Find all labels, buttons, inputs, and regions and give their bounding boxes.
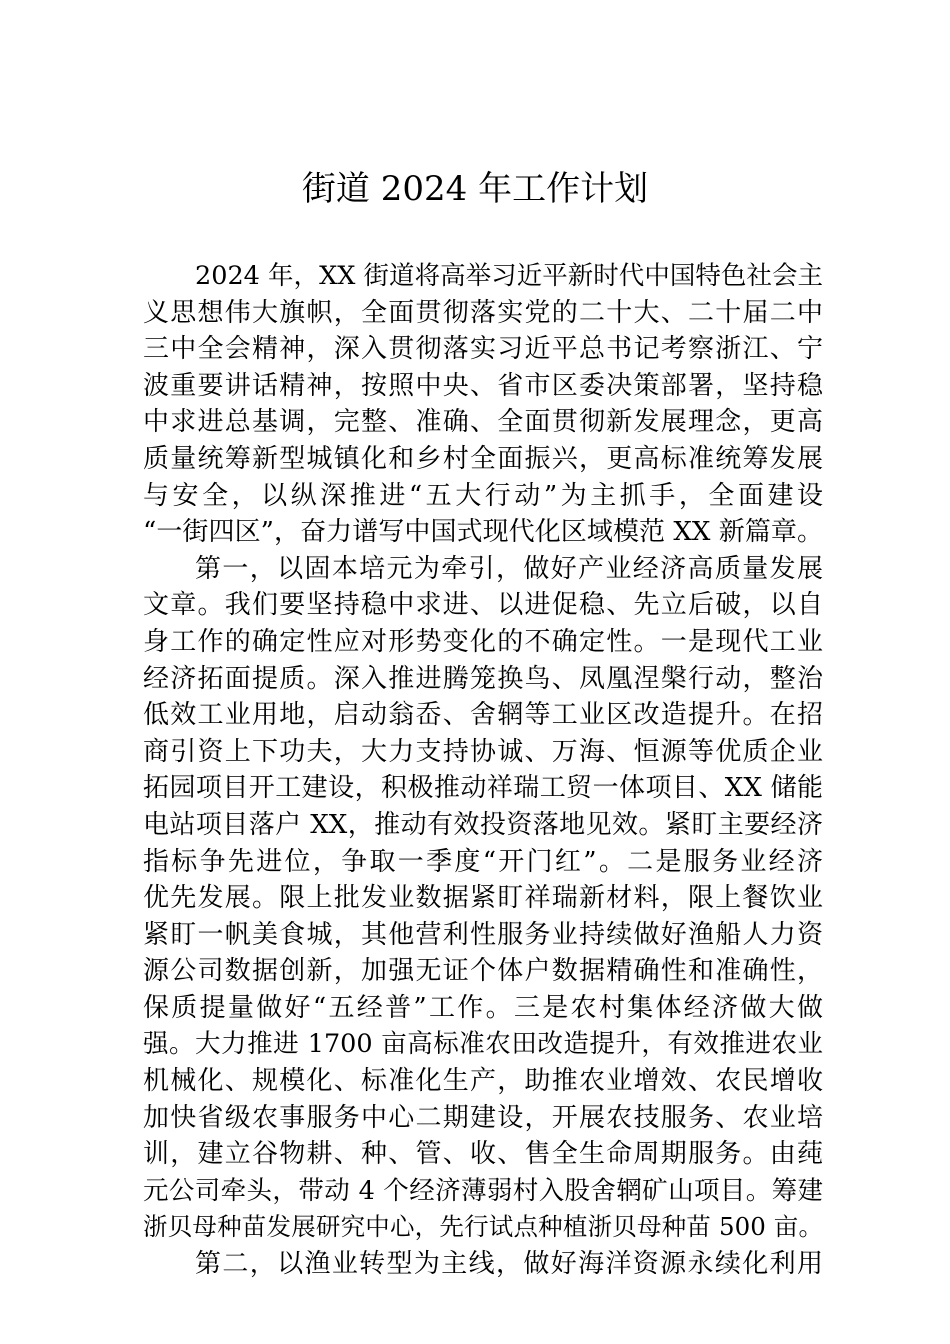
body-line: 电站项目落户 XX，推动有效投资落地见效。紧盯主要经济 xyxy=(143,809,823,840)
body-line: 元公司牵头，带动 4 个经济薄弱村入股舍辋矿山项目。筹建 xyxy=(143,1175,823,1206)
body-line: 商引资上下功夫，大力支持协诚、万海、恒源等优质企业 xyxy=(143,736,823,767)
body-line: 保质提量做好“五经普”工作。三是农村集体经济做大做 xyxy=(143,992,823,1023)
body-line: 身工作的确定性应对形势变化的不确定性。一是现代工业 xyxy=(143,626,823,657)
body-line: 训，建立谷物耕、种、管、收、售全生命周期服务。由莼 xyxy=(143,1139,823,1170)
body-line: 中求进总基调，完整、准确、全面贯彻新发展理念，更高 xyxy=(143,407,823,438)
body-line: 三中全会精神，深入贯彻落实习近平总书记考察浙江、宁 xyxy=(143,334,823,365)
body-line: 波重要讲话精神，按照中央、省市区委决策部署，坚持稳 xyxy=(143,370,823,401)
body-line: 强。大力推进 1700 亩高标准农田改造提升，有效推进农业 xyxy=(143,1029,823,1060)
body-line: 指标争先进位，争取一季度“开门红”。二是服务业经济 xyxy=(143,846,823,877)
body-line: 2024 年，XX 街道将高举习近平新时代中国特色社会主 xyxy=(195,261,823,291)
body-line: 文章。我们要坚持稳中求进、以进促稳、先立后破，以自 xyxy=(143,590,823,621)
body-line: 第二，以渔业转型为主线，做好海洋资源永续化利用 xyxy=(195,1249,823,1280)
body-line: 低效工业用地，启动翁岙、舍辋等工业区改造提升。在招 xyxy=(143,700,823,731)
document-body xyxy=(143,258,823,1283)
body-line: 浙贝母种苗发展研究中心，先行试点种植浙贝母种苗 500 亩。 xyxy=(143,1212,823,1242)
body-line: 源公司数据创新，加强无证个体户数据精确性和准确性， xyxy=(143,956,823,987)
body-line: “一街四区”，奋力谱写中国式现代化区域模范 XX 新篇章。 xyxy=(143,517,823,548)
body-line: 义思想伟大旗帜，全面贯彻落实党的二十大、二十届二中 xyxy=(143,297,823,328)
body-line: 经济拓面提质。深入推进腾笼换鸟、凤凰涅槃行动，整治 xyxy=(143,663,823,694)
body-line: 加快省级农事服务中心二期建设，开展农技服务、农业培 xyxy=(143,1102,823,1133)
body-line: 质量统筹新型城镇化和乡村全面振兴，更高标准统筹发展 xyxy=(143,443,823,474)
body-line: 与安全，以纵深推进“五大行动”为主抓手，全面建设 xyxy=(143,480,823,511)
body-line: 机械化、规模化、标准化生产，助推农业增效、农民增收 xyxy=(143,1066,823,1097)
document-title: 街道 2024 年工作计划 xyxy=(301,169,649,209)
body-line: 第一，以固本培元为牵引，做好产业经济高质量发展 xyxy=(195,553,823,584)
body-line: 优先发展。限上批发业数据紧盯祥瑞新材料，限上餐饮业 xyxy=(143,883,823,914)
body-line: 拓园项目开工建设，积极推动祥瑞工贸一体项目、XX 储能 xyxy=(143,773,823,804)
body-line: 紧盯一帆美食城，其他营利性服务业持续做好渔船人力资 xyxy=(143,919,823,950)
